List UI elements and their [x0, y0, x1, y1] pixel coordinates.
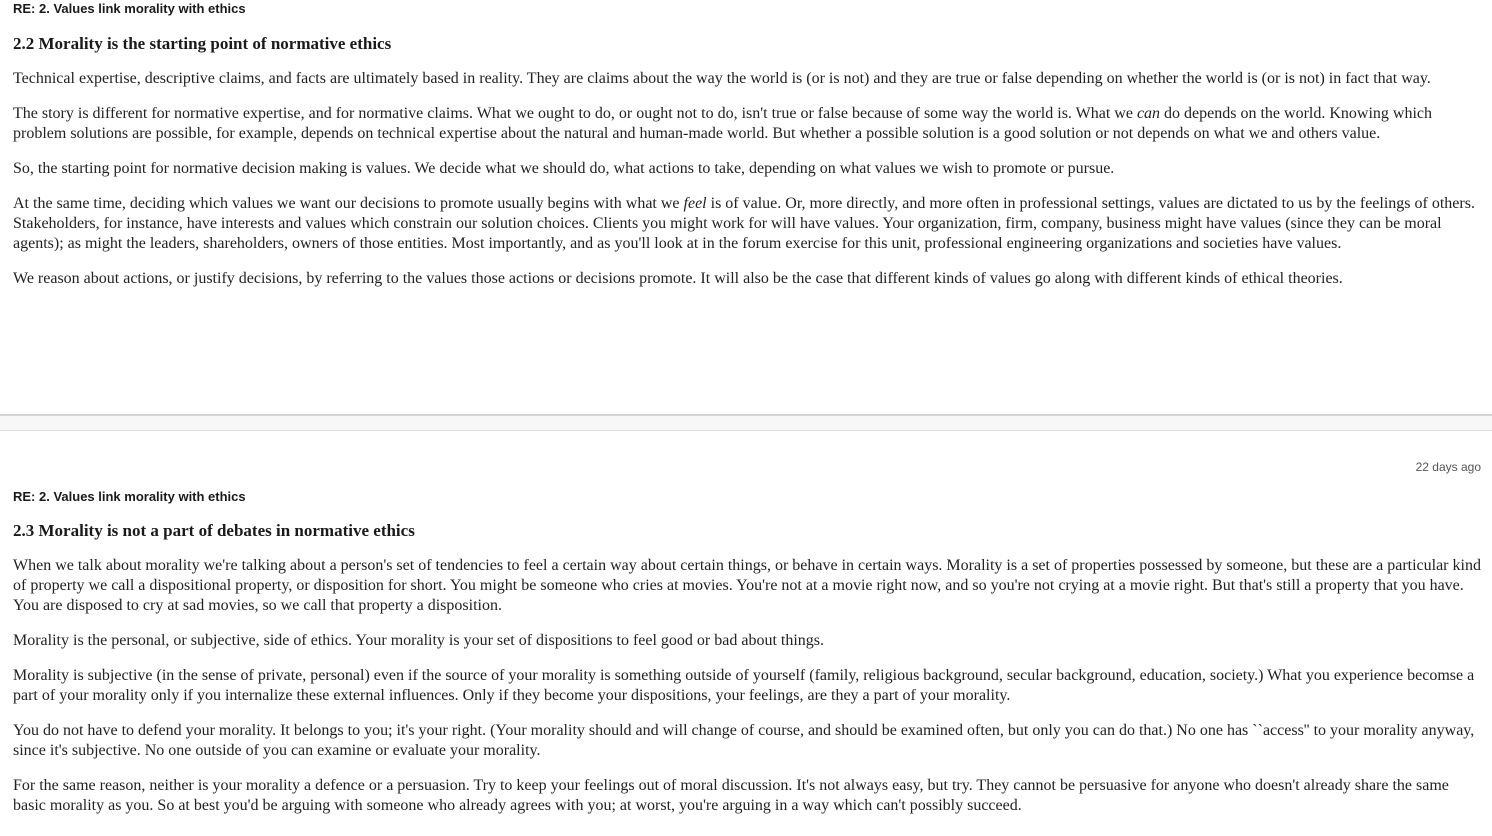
- post-paragraph: When we talk about morality we're talking about a person's set of tendencies to feel a certain way about certain things, or behave in certain ways. Morality is a set of properties possessed by someone, but these are a particular kind of property we call a dispositional property, or disposition for short. You might be someone who cries at movies. You're not at a movie right now, and so you're not crying at a movie right. But that's still a property that you have. You are disposed to cry at sad movies, so we call that property a disposition.: [13, 557, 1481, 614]
- post-paragraph: Technical expertise, descriptive claims, and facts are ultimately based in reality. They are claims about the way the world is (or is not) and they are true or false depending on whether the world is (or is not) in fact that way.: [13, 70, 1431, 87]
- emphasis-text: feel: [683, 195, 707, 212]
- text-run: The story is different for normative expertise, and for normative claims. What we ought to do, or ought not to do, isn't true or false because of some way the world is. What we: [13, 105, 1137, 122]
- emphasis-text: can: [1136, 105, 1161, 122]
- text-run: do depends on the world. Knowing which problem solutions are possible, for example, depends on technical expertise about the natural and human-made world. But whether a possible solution is a good solution or not depends on what we and others value.: [13, 105, 1433, 142]
- post-paragraph: [13, 194, 1481, 254]
- post-heading: 2.2 Morality is the starting point of normative ethics: [13, 34, 392, 53]
- post-paragraph: For the same reason, neither is your morality a defence or a persuasion. Try to keep your feelings out of moral discussion. It's not always easy, but try. They cannot be persuasive for anyone who doesn't already share the same basic morality as you. So at best you'd be arguing with someone who already agrees with you; at worst, you're arguing in a way which can't possibly succeed.: [13, 777, 1449, 814]
- forum-post: [13, 459, 1481, 831]
- post-heading: 2.3 Morality is not a part of debates in normative ethics: [13, 521, 415, 540]
- forum-post: [13, 0, 1481, 304]
- post-subject: RE: 2. Values link morality with ethics: [13, 1, 246, 16]
- text-run: At the same time, deciding which values we want our decisions to promote usually begins with what we: [13, 195, 684, 212]
- post-paragraph: You do not have to defend your morality. It belongs to you; it's your right. (Your morality should and will change of course, and should be examined often, but only you can do that.) No one has ``access'' to your morality anyway, since it's subjective. No one outside of you can examine or evaluate your morality.: [13, 722, 1475, 759]
- post-paragraph: We reason about actions, or justify decisions, by referring to the values those actions or decisions promote. It will also be the case that different kinds of values go along with different kinds of ethical theories.: [13, 270, 1343, 287]
- post-divider: [0, 414, 1492, 431]
- text-run: is of value. Or, more directly, and more often in professional settings, values are dictated to us by the feelings of others. Stakeholders, for instance, have interests and values which constrain our solution choices. Clients you might work for will have values. Your organization, firm, company, business might have values (since they can be moral agents); as might the leaders, shareholders, owners of those entities. Most importantly, and as you'll look at in the forum exercise for this unit, professional engineering organizations and societies have values.: [13, 195, 1475, 252]
- post-paragraph: Morality is the personal, or subjective, side of ethics. Your morality is your set of dispositions to feel good or bad about things.: [13, 632, 825, 649]
- post-paragraph: [13, 104, 1481, 144]
- post-paragraph: Morality is subjective (in the sense of private, personal) even if the source of your morality is something outside of yourself (family, religious background, secular background, education, society.) What you experience becomse a part of your morality only if you internalize these external influences. Only if they become your dispositions, your feelings, are they a part of your morality.: [13, 667, 1475, 704]
- post-subject: RE: 2. Values link morality with ethics: [13, 489, 246, 504]
- post-paragraph: So, the starting point for normative decision making is values. We decide what we should do, what actions to take, depending on what values we wish to promote or pursue.: [13, 160, 1115, 177]
- post-date: 22 days ago: [1415, 460, 1481, 474]
